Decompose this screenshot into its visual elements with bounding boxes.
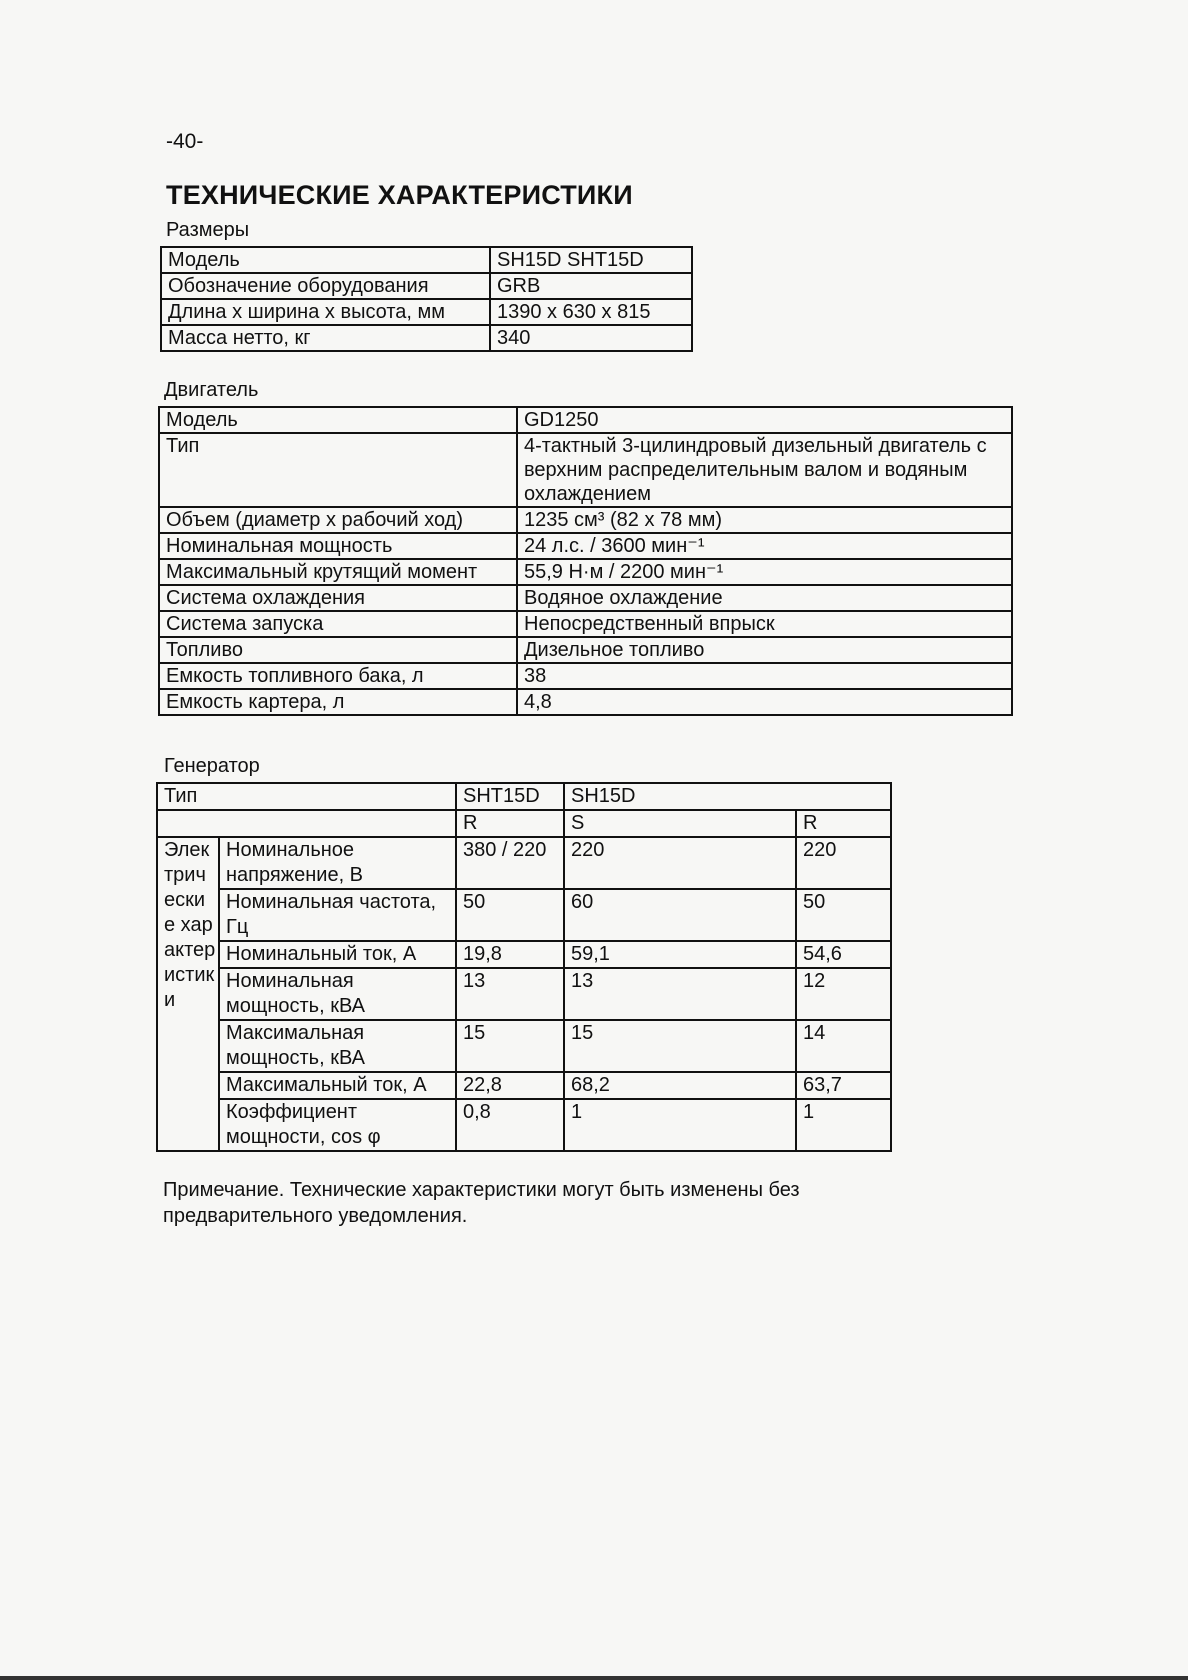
generator-table [156,782,892,1152]
generator-value: 50 [796,889,891,941]
engine-row [159,507,1012,533]
generator-variant-row [157,810,891,837]
engine-value: 4-тактный 3-цилиндровый дизельный двигатель с верхним распределительным валом и водяным охлаждением [517,433,1012,507]
engine-table [158,406,1013,716]
engine-row [159,689,1012,715]
engine-value: GD1250 [517,407,1012,433]
engine-row [159,533,1012,559]
generator-variant-blank [157,810,456,837]
generator-value: 14 [796,1020,891,1072]
dimensions-value: 1390 х 630 х 815 [490,299,692,325]
engine-value: Водяное охлаждение [517,585,1012,611]
engine-label: Емкость картера, л [159,689,517,715]
generator-value: 13 [456,968,564,1020]
generator-value: 220 [564,837,796,889]
engine-label: Максимальный крутящий момент [159,559,517,585]
generator-header-row [157,783,891,810]
engine-row [159,585,1012,611]
generator-row [157,1072,891,1099]
generator-param-label: Номинальная мощность, кВА [219,968,456,1020]
engine-value: Непосредственный впрыск [517,611,1012,637]
engine-row [159,433,1012,507]
engine-label: Топливо [159,637,517,663]
dimensions-label: Масса нетто, кг [161,325,490,351]
generator-value: 68,2 [564,1072,796,1099]
generator-group-label: Электрические характеристики [157,837,219,1151]
generator-value: 15 [564,1020,796,1072]
generator-param-label: Номинальный ток, А [219,941,456,968]
generator-value: 54,6 [796,941,891,968]
generator-value: 1 [796,1099,891,1151]
dimensions-value: SH15D SHT15D [490,247,692,273]
dimensions-row [161,299,692,325]
generator-variant: R [796,810,891,837]
dimensions-row [161,325,692,351]
engine-label: Номинальная мощность [159,533,517,559]
scan-edge-line [0,1676,1188,1680]
engine-value: 4,8 [517,689,1012,715]
generator-row [157,941,891,968]
engine-row [159,559,1012,585]
generator-row [157,837,891,889]
generator-value: 380 / 220 [456,837,564,889]
dimensions-label: Длина х ширина х высота, мм [161,299,490,325]
page-title: ТЕХНИЧЕСКИЕ ХАРАКТЕРИСТИКИ [166,180,633,210]
engine-label: Модель [159,407,517,433]
engine-label: Система охлаждения [159,585,517,611]
generator-model-sht15d: SHT15D [456,783,564,810]
engine-label: Система запуска [159,611,517,637]
generator-param-label: Коэффициент мощности, cos φ [219,1099,456,1151]
generator-param-label: Максимальный ток, А [219,1072,456,1099]
generator-value: 63,7 [796,1072,891,1099]
engine-label: Емкость топливного бака, л [159,663,517,689]
engine-caption: Двигатель [164,379,259,401]
generator-value: 22,8 [456,1072,564,1099]
generator-type-label: Тип [157,783,456,810]
engine-row [159,663,1012,689]
page-number: -40- [166,130,204,153]
generator-row [157,968,891,1020]
generator-param-label: Номинальная частота, Гц [219,889,456,941]
generator-value: 13 [564,968,796,1020]
generator-variant: R [456,810,564,837]
engine-value: 1235 см³ (82 х 78 мм) [517,507,1012,533]
engine-row [159,407,1012,433]
note-text: Примечание. Технические характеристики могут быть изменены без предварительного уведомления. [163,1179,800,1227]
generator-param-label: Максимальная мощность, кВА [219,1020,456,1072]
engine-value: Дизельное топливо [517,637,1012,663]
engine-label: Тип [159,433,517,507]
generator-model-sh15d: SH15D [564,783,891,810]
dimensions-label: Обозначение оборудования [161,273,490,299]
engine-row [159,611,1012,637]
engine-row [159,637,1012,663]
engine-value: 55,9 Н·м / 2200 мин⁻¹ [517,559,1012,585]
dimensions-row [161,247,692,273]
generator-value: 15 [456,1020,564,1072]
dimensions-label: Модель [161,247,490,273]
generator-row [157,889,891,941]
dimensions-caption: Размеры [166,219,250,241]
generator-value: 50 [456,889,564,941]
generator-value: 1 [564,1099,796,1151]
dimensions-row [161,273,692,299]
generator-variant: S [564,810,796,837]
dimensions-value: 340 [490,325,692,351]
dimensions-value: GRB [490,273,692,299]
dimensions-table [160,246,693,352]
generator-row [157,1099,891,1151]
generator-value: 12 [796,968,891,1020]
engine-label: Объем (диаметр х рабочий ход) [159,507,517,533]
generator-param-label: Номинальное напряжение, В [219,837,456,889]
engine-value: 24 л.с. / 3600 мин⁻¹ [517,533,1012,559]
generator-row [157,1020,891,1072]
generator-value: 59,1 [564,941,796,968]
generator-value: 220 [796,837,891,889]
generator-value: 0,8 [456,1099,564,1151]
generator-value: 60 [564,889,796,941]
generator-caption: Генератор [164,755,260,777]
generator-value: 19,8 [456,941,564,968]
engine-value: 38 [517,663,1012,689]
